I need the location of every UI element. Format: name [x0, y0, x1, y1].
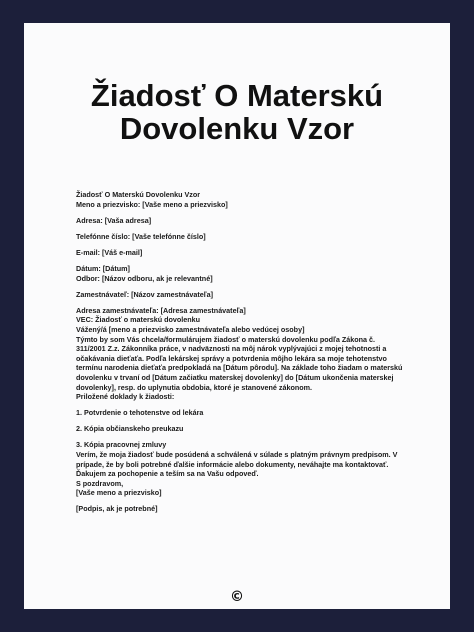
attachment-1	[76, 408, 406, 418]
signature-name: [Vaše meno a priezvisko]	[76, 488, 162, 498]
request-block	[76, 306, 406, 402]
attachment-item: 1. Potvrdenie o tehotenstve od lekára	[76, 408, 204, 418]
copyright-icon: ©	[230, 589, 244, 605]
signature-block	[76, 504, 406, 514]
request-paragraph: Týmto by som Vás chcela/formulárujem žiadosť o materskú dovolenku podľa Zákona č. 311/2001 Z.z. Zákonníka práce, v nadväznosti na môj nárok vyplývajúci z mojej tehotnosti a očakávania dieťaťa. Podľa lekárskej správy a potvrdenia môjho lekára sa moje tehotenstvo termínu narodenia dieťaťa predpokladá na [Dátum pôrodu]. Na základe toho žiadam o materskú dovolenku v trvaní od [Dátum začiatku materskej dovolenky] do [Dátum ukončenia materskej dovolenky], resp. do uplynutia obdobia, ktoré je stanovené zákonom.	[76, 334, 403, 392]
employer-field: Zamestnávateľ: [Názov zamestnávateľa]	[76, 289, 213, 299]
address-block	[76, 216, 406, 226]
date-block	[76, 264, 406, 283]
attachment-2	[76, 424, 406, 434]
date-field: Dátum: [Dátum]	[76, 263, 130, 273]
salutation: Vážený/á [meno a priezvisko zamestnávateľa alebo vedúcej osoby]	[76, 324, 305, 334]
title-line-1: Žiadosť O Materskú	[90, 78, 384, 113]
thanks-line: Ďakujem za pochopenie a teším sa na Vašu odpoveď.	[76, 469, 259, 479]
employer-address-field: Adresa zamestnávateľa: [Adresa zamestnávateľa]	[76, 305, 246, 315]
doc-heading: Žiadosť O Materskú Dovolenku Vzor	[76, 190, 201, 199]
phone-block	[76, 232, 406, 242]
address-field: Adresa: [Vaša adresa]	[76, 215, 152, 225]
email-block	[76, 248, 406, 258]
title-line-2: Dovolenku Vzor	[119, 111, 355, 146]
regards-line: S pozdravom,	[76, 478, 124, 488]
closing-paragraph: Verím, že moja žiadosť bude posúdená a schválená v súlade s platným právnym predpisom. V prípade, že by boli potrebné ďalšie informácie alebo dokumenty, neváhajte ma kontaktovať.	[76, 449, 398, 469]
header-block	[76, 190, 406, 209]
attachment-item: 3. Kópia pracovnej zmluvy	[76, 440, 167, 450]
closing-block	[76, 440, 406, 498]
signature-field: [Podpis, ak je potrebné]	[76, 504, 158, 514]
email-field: E-mail: [Váš e-mail]	[76, 247, 143, 257]
employer-block	[76, 290, 406, 300]
name-field: Meno a priezvisko: [Vaše meno a priezvisko]	[76, 199, 228, 209]
letter-body	[76, 190, 406, 521]
phone-field: Telefónne číslo: [Vaše telefónne číslo]	[76, 231, 206, 241]
document-page	[24, 23, 450, 609]
page-title	[24, 79, 450, 145]
subject-line: VEC: Žiadosť o materskú dovolenku	[76, 315, 201, 325]
attachments-heading: Priložené doklady k žiadosti:	[76, 392, 175, 402]
department-field: Odbor: [Názov odboru, ak je relevantné]	[76, 273, 213, 283]
attachment-item: 2. Kópia občianskeho preukazu	[76, 424, 184, 434]
